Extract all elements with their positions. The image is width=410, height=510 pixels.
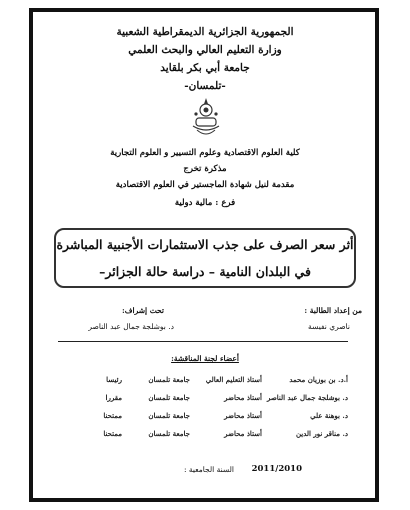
faculty-name: كلية العلوم الاقتصادية وعلوم التسيير و العلوم التجارية [110,148,300,158]
student-label: من إعداد الطالبة : [304,306,362,315]
degree-statement: مقدمة لنيل شهادة الماجستير في العلوم الاقتصادية [115,180,295,190]
member-name: أ.د. بن بوزيان محمد [289,375,348,384]
member-role: ممتحنا [103,429,122,438]
thesis-title-line1: أثر سعر الصرف على جذب الاستثمارات الأجنبية المباشرة [56,237,354,252]
university-emblem-icon [191,96,221,140]
member-role: ممتحنا [103,411,122,420]
member-institution: جامعة تلمسان [148,375,190,384]
academic-year-value: 2011/2010 [251,464,302,474]
member-name: د. مناقر نور الدين [295,429,348,438]
republic-heading: الجمهورية الجزائرية الديمقراطية الشعبية [116,26,294,38]
member-name: د. بوشلجة جمال عبد الناصر [266,393,348,402]
member-rank: أستاذ التعليم العالي [205,375,262,384]
member-rank: أستاذ محاضر [224,429,262,438]
thesis-title-line2: في البلدان النامية – دراسة حالة الجزائر– [99,264,311,279]
student-name: ناصري نفيسة [308,322,350,331]
supervisor-label: تحت إشراف: [121,306,164,315]
supervisor-name: د. بوشلجة جمال عبد الناصر [88,322,174,331]
member-name: د. بوهنة علي [310,411,348,420]
divider [58,341,348,342]
university-heading: جامعة أبي بكر بلقايد [160,62,250,74]
member-rank: أستاذ محاضر [224,393,262,402]
ministry-heading: وزارة التعليم العالي والبحث العلمي [128,44,282,56]
city-heading: -تلمسان- [184,80,226,92]
member-institution: جامعة تلمسان [148,429,190,438]
member-role: رئيسا [106,375,122,384]
branch: فرع : مالية دولية [174,198,236,208]
doc-type: مذكرة تخرج [183,164,227,174]
member-institution: جامعة تلمسان [148,411,190,420]
committee-heading: أعضاء لجنة المناقشة: [171,354,239,363]
academic-year-label: السنة الجامعية : [183,465,234,474]
member-role: مقررا [105,393,122,402]
member-institution: جامعة تلمسان [148,393,190,402]
member-rank: أستاذ محاضر [224,411,262,420]
